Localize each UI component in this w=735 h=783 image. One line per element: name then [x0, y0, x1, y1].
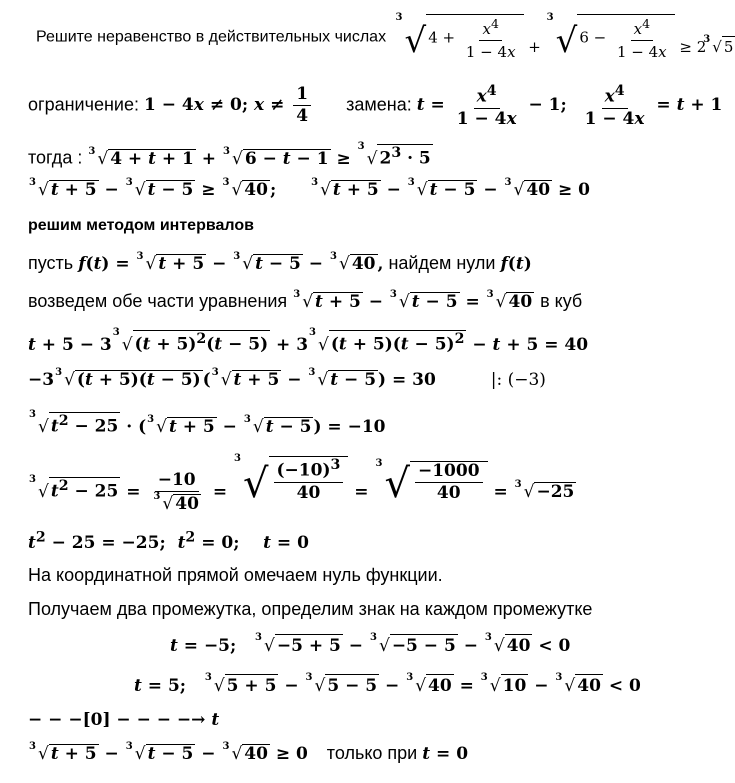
let-label: пусть: [28, 253, 74, 273]
final-inequality: 3 √ t + 5 − 3 √ t − 5 − 3 √ 40 ≥ 0: [29, 741, 314, 764]
then-line: [28, 141, 433, 169]
factored-line: [28, 367, 546, 390]
check-negative-line: [170, 634, 570, 656]
find-zeros-label: найдем нули: [388, 253, 496, 273]
mark-zero-text: На координатной прямой омечаем нуль функции.: [28, 565, 443, 585]
fraction-chain-line: [28, 453, 576, 514]
check-positive-line: [134, 674, 641, 696]
number-line: [28, 710, 219, 729]
cube-equation: 3 √ t + 5 − 3 √ t − 5 = 3 √ 40: [293, 289, 533, 312]
product-formula: 3 √ $t^2 - 25$ · ( 3 √ t + 5 − 3 √ t − 5 ) = −10: [29, 409, 386, 437]
final-condition: t = 0: [422, 744, 469, 764]
expanded-formula: t + 5 − 3 3 √ $(t + 5)^2(t - 5)$ + 3 3 √ $(t + 5)(t - 5)^2$ − t + 5 = 40: [28, 327, 589, 355]
then-formula: 3 √ 4 + t + 1 + 3 √ 6 − t − 1 ≥ 3 √ $2^3 \cdot 5$: [88, 141, 431, 169]
divide-note: |: (−3): [490, 370, 546, 390]
substitution-label: замена:: [346, 94, 412, 115]
only-when-label: только при: [326, 743, 418, 763]
let-line: [28, 251, 532, 274]
check-negative-formula: t = −5; 3 √ −5 + 5 − 3 √ −5 − 5 − 3 √ 40 < 0: [170, 632, 571, 656]
then-label: тогда :: [28, 147, 83, 168]
problem-inequality: 3 √ 4 + $\frac{x^4}{1 - 4x}$ + 3 √ 6 − $\frac{x^4}{1 - 4x}$ ≥ 2 3 √ 5: [395, 12, 734, 61]
check-positive-formula: t = 5; 3 √ 5 + 5 − 3 √ 5 − 5 − 3 √ 40 = 3 √ 10 − 3 √ 40 < 0: [134, 672, 641, 696]
solution-formula: $t^2 - 25 = -25$; $t^2 = 0$; t = 0: [28, 529, 309, 553]
restriction-formula: 1 − 4x ≠ 0; x ≠ $\frac{1}{4}$: [144, 95, 314, 115]
factored-formula: −3 3 √ (t + 5)(t − 5) ( 3 √ t + 5 − 3 √ t − 5 ) = 30: [28, 367, 442, 390]
product-line: [28, 409, 386, 437]
two-intervals-text: Получаем два промежутка, определим знак на каждом промежутке: [28, 599, 593, 619]
cube-label: возведем обе части уравнения: [28, 291, 288, 311]
restriction-line: [28, 84, 722, 128]
number-line-formula: − − −[0] − − − −→ t: [28, 710, 220, 730]
expanded-line: [28, 327, 589, 355]
find-zeros-function: f(t): [500, 254, 532, 274]
substitution-formula: t = $\frac{x^4}{1 - 4x}$ − 1; $\frac{x^4}{1 - 4x}$ = t + 1: [416, 83, 723, 129]
reduced-line: [28, 177, 590, 200]
solution-line: [28, 530, 309, 552]
cube-suffix: в куб: [540, 291, 583, 311]
restriction-label: ограничение:: [28, 94, 139, 115]
problem-statement: [36, 14, 735, 61]
fraction-chain-formula: 3 √ $t^2 - 25$ = −10 3 √ 40 = 3 √ $\frac{(-10)^3}{40}$ = 3 √ $\frac{-1000}{40}$ = 3 √ −25: [29, 453, 575, 514]
cube-line: [28, 289, 583, 312]
function-definition: f(t) = 3 √ t + 5 − 3 √ t − 5 − 3 √ 40 ,: [78, 251, 384, 274]
final-answer-line: [28, 741, 469, 764]
task-text: Решите неравенство в действительных числах: [36, 28, 387, 46]
interval-method-heading: решим методом интервалов: [28, 217, 254, 234]
reduced-formula: 3 √ t + 5 − 3 √ t − 5 ≥ 3 √ 40 ; 3 √ t + 5 − 3 √ t − 5 − 3 √ 40 ≥ 0: [29, 177, 590, 200]
